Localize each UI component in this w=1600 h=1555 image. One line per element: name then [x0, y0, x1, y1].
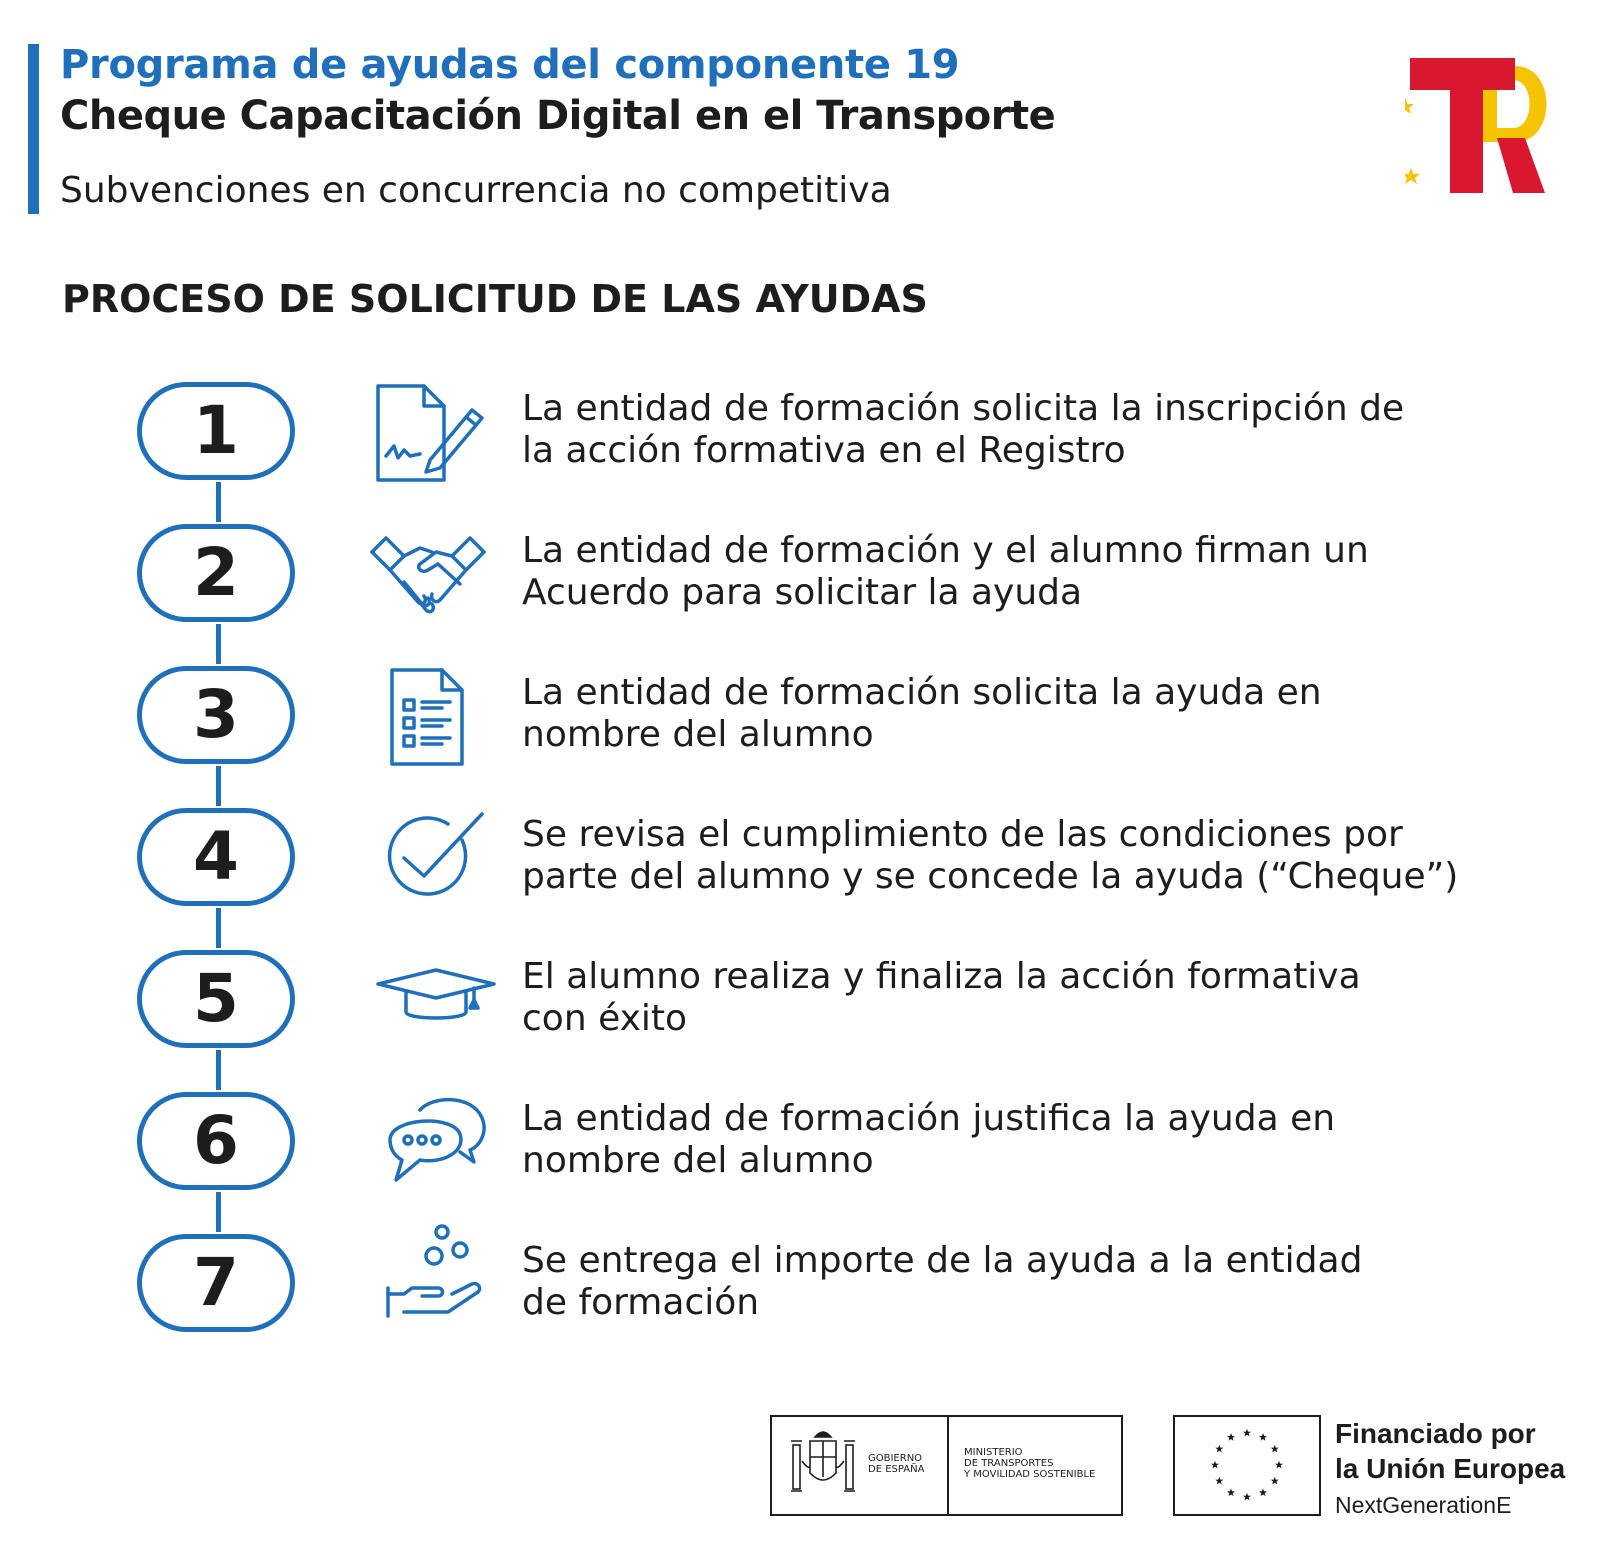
step-text: La entidad de formación justifica la ayuda en nombre del alumno [522, 1098, 1336, 1181]
step-text: La entidad de formación solicita la ayuda en nombre del alumno [522, 672, 1322, 755]
timeline-connector [216, 482, 221, 522]
timeline-connector [216, 624, 221, 664]
eu-funding-line2: la Unión Europea [1335, 1453, 1566, 1484]
step-text: Se revisa el cumplimiento de las condiciones por parte del alumno y se concede la ayuda (“Cheque”) [522, 814, 1459, 897]
timeline-connector [216, 1050, 221, 1090]
section-heading: PROCESO DE SOLICITUD DE LAS AYUDAS [62, 277, 928, 321]
gobierno-ministerio-logo [770, 1415, 1123, 1516]
eu-star [1227, 1489, 1235, 1497]
step-badge-7 [137, 1234, 295, 1332]
program-subtitle: Cheque Capacitación Digital en el Transporte [60, 93, 1056, 139]
step-badge-4 [137, 808, 295, 906]
chat-bubbles-icon [380, 1090, 500, 1200]
step-text: El alumno realiza y finaliza la acción formativa con éxito [522, 956, 1361, 1039]
eu-star [1243, 1429, 1251, 1437]
program-title: Programa de ayudas del componente 19 [60, 42, 960, 88]
step-number: 5 [193, 960, 239, 1037]
step-badge-5 [137, 950, 295, 1048]
checkmark-circle-icon [380, 806, 500, 916]
program-tagline: Subvenciones en concurrencia no competitiva [60, 170, 892, 211]
eu-star [1271, 1445, 1279, 1453]
step-number: 3 [193, 676, 239, 753]
step-badge-3 [137, 666, 295, 764]
handshake-icon [368, 522, 488, 632]
graduation-cap-icon [376, 948, 496, 1058]
checklist-form-icon [372, 664, 492, 774]
step-number: 7 [193, 1244, 239, 1321]
step-text: La entidad de formación solicita la inscripción de la acción formativa en el Registro [522, 388, 1405, 471]
eu-star [1211, 1461, 1219, 1469]
eu-star [1215, 1445, 1223, 1453]
coat-of-arms-icon [788, 1427, 858, 1505]
eu-star [1259, 1489, 1267, 1497]
eu-nextgen-label: NextGenerationE [1335, 1492, 1512, 1518]
gob-divider [947, 1417, 949, 1514]
timeline-connector [216, 908, 221, 948]
step-badge-6 [137, 1092, 295, 1190]
step-number: 4 [193, 818, 239, 895]
eu-star [1259, 1433, 1267, 1441]
step-number: 2 [193, 534, 239, 611]
gobierno-label: GOBIERNO DE ESPAÑA [868, 1453, 925, 1475]
eu-star [1227, 1433, 1235, 1441]
eu-funding-line1: Financiado por [1335, 1418, 1536, 1449]
eu-star [1275, 1461, 1283, 1469]
step-badge-2 [137, 524, 295, 622]
hand-coins-icon [382, 1222, 502, 1332]
step-number: 1 [193, 392, 239, 469]
signed-document-icon [372, 380, 492, 490]
step-text: Se entrega el importe de la ayuda a la entidad de formación [522, 1240, 1363, 1323]
timeline-connector [216, 1192, 221, 1232]
step-badge-1 [137, 382, 295, 480]
eu-star [1243, 1493, 1251, 1501]
eu-star [1215, 1477, 1223, 1485]
timeline-connector [216, 766, 221, 806]
eu-stars-icon [1175, 1417, 1319, 1514]
eu-star [1271, 1477, 1279, 1485]
eu-flag-logo [1173, 1415, 1321, 1516]
step-text: La entidad de formación y el alumno firman un Acuerdo para solicitar la ayuda [522, 530, 1369, 613]
step-number: 6 [193, 1102, 239, 1179]
ministerio-label: MINISTERIO DE TRANSPORTES Y MOVILIDAD SOSTENIBLE [964, 1447, 1096, 1480]
